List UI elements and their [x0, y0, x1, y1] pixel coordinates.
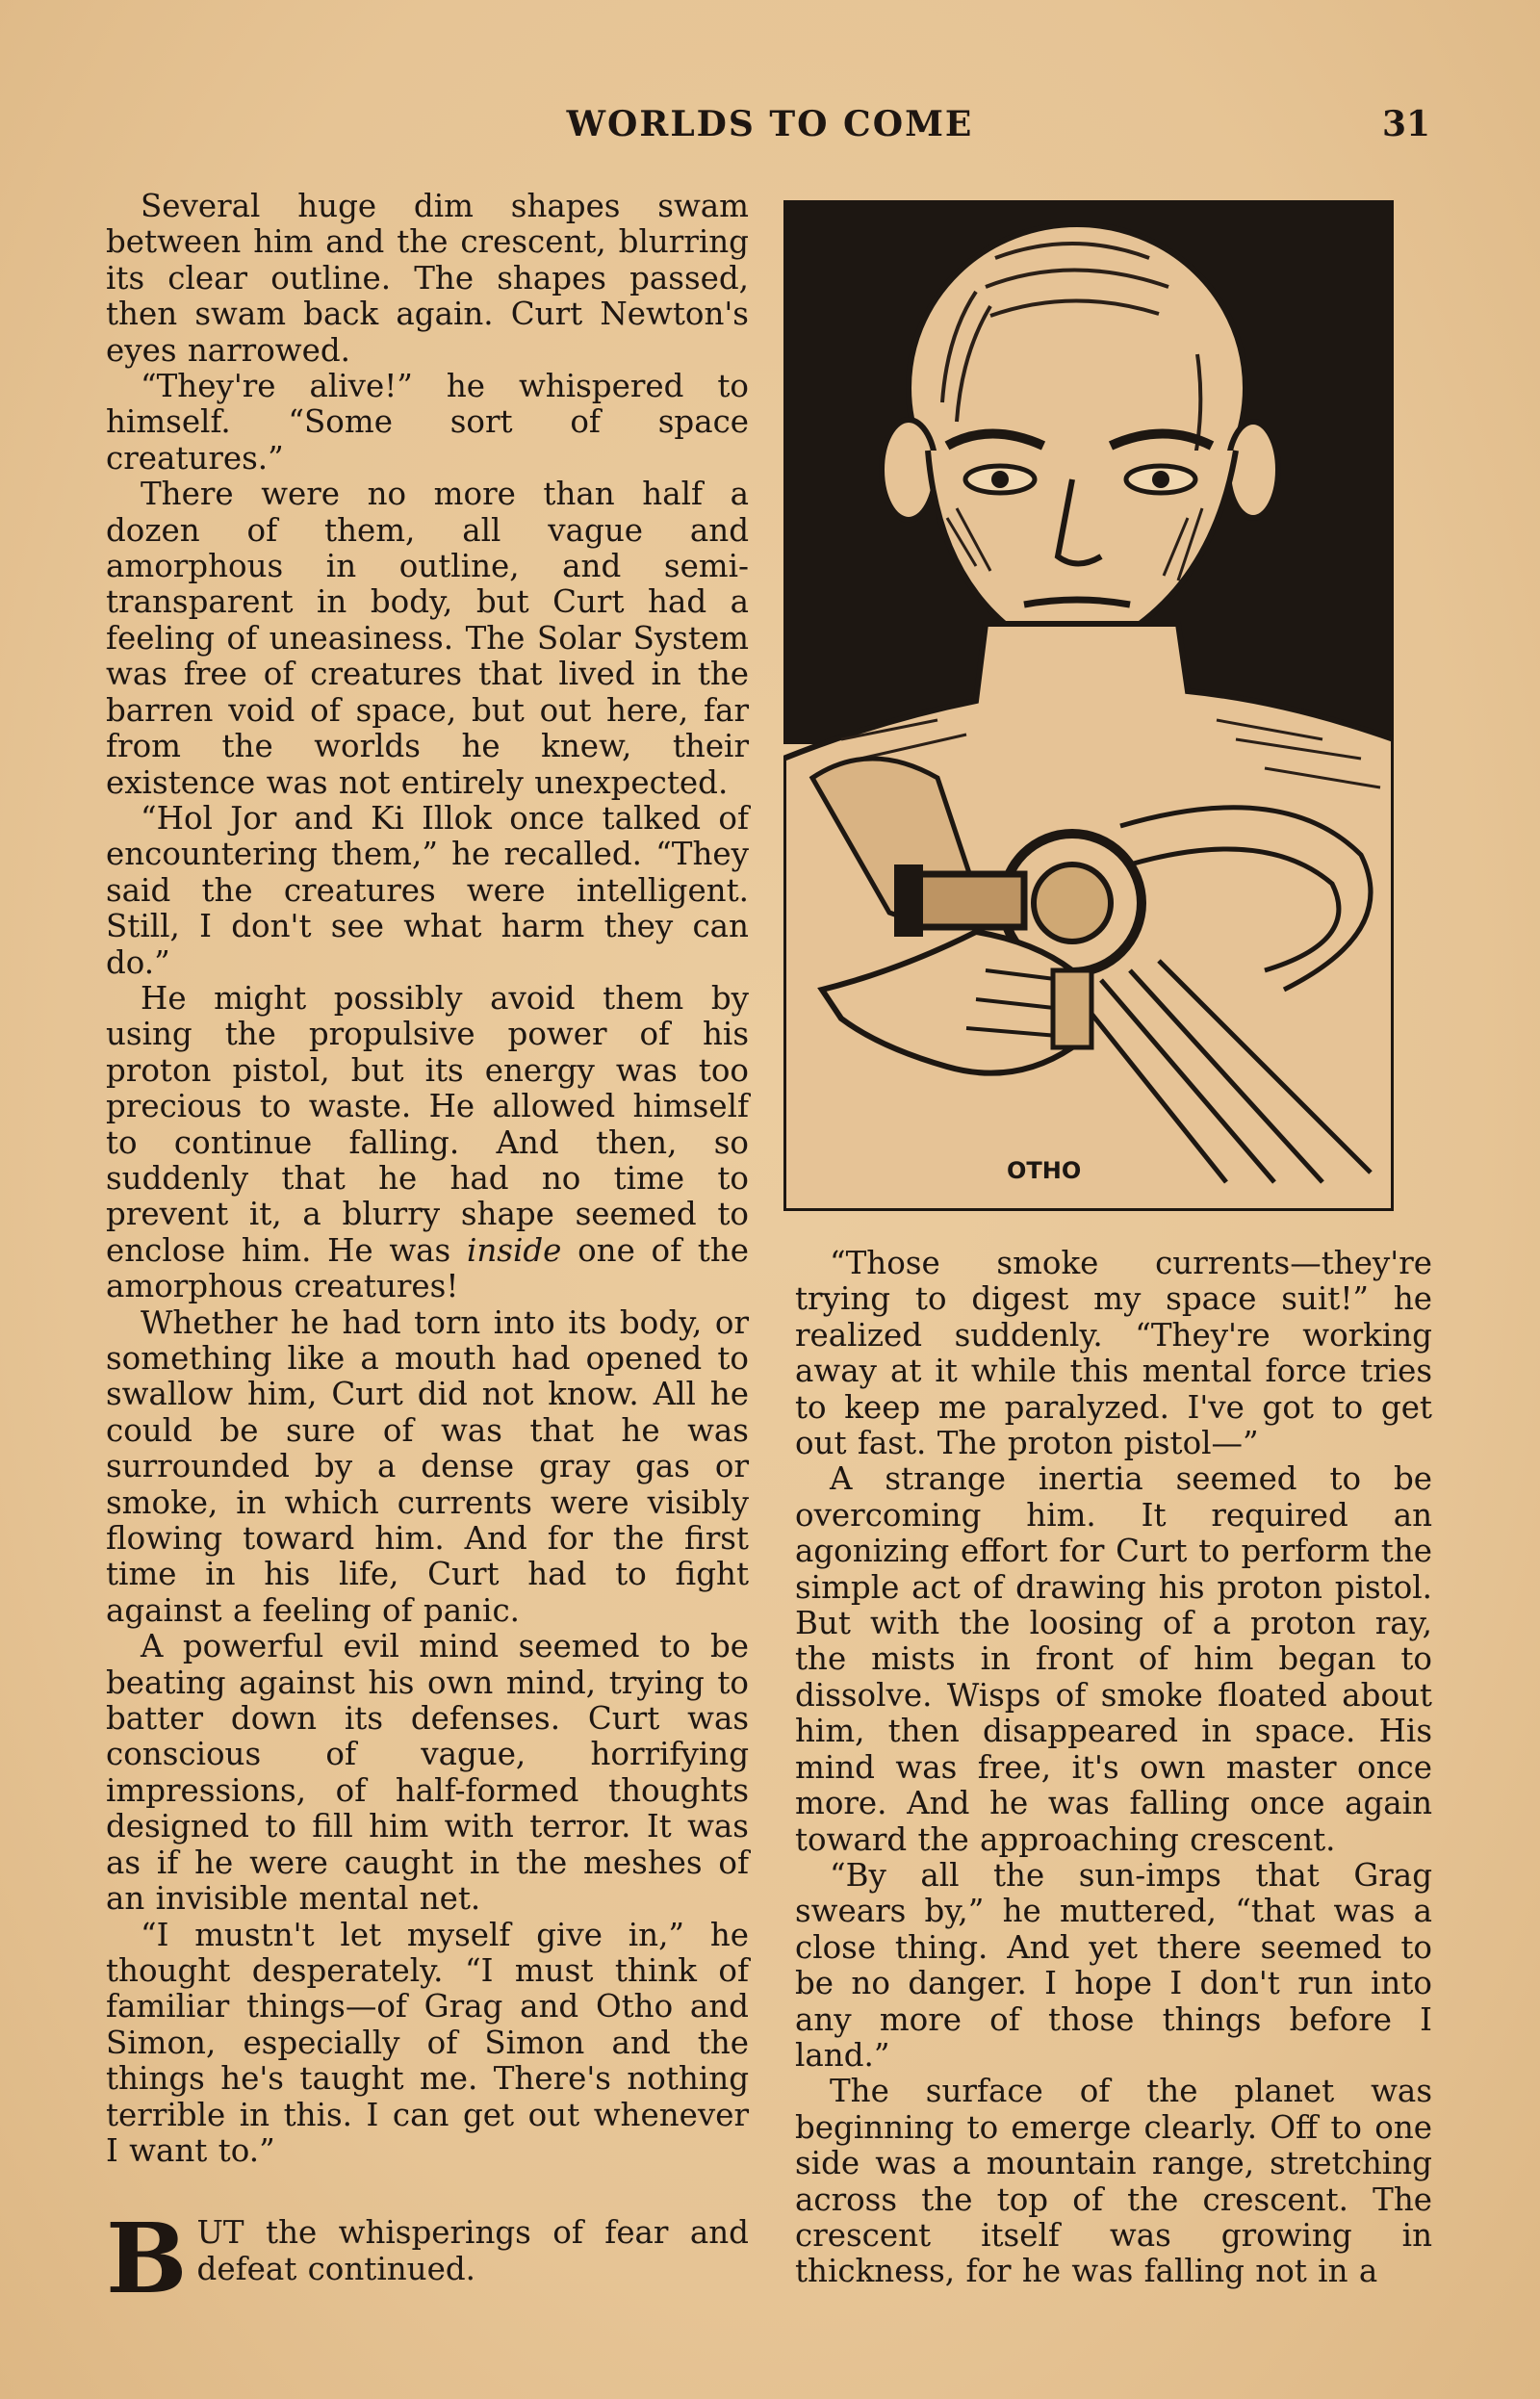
left-column [106, 188, 750, 2316]
paragraph: UT the whisperings of fear and defeat continued. [196, 2214, 749, 2287]
paragraph: A powerful evil mind seemed to be beating against his own mind, trying to batter down its defenses. Curt was conscious of vague, horrifying impressions, of half-formed thoughts designed to fill him with terror. It was as if he were caught in the meshes of an invisible mental net. [106, 1628, 749, 1918]
paragraph: “Those smoke currents—they're trying to digest my space suit!” he realized suddenly. “They're working away at it while this mental force tries to keep me paralyzed. I've got to get out fast. The proton pistol—” [795, 1245, 1432, 1462]
right-column [795, 1246, 1432, 2290]
section-break-paragraph [106, 2202, 749, 2316]
emphasis-text: inside [466, 1231, 562, 1269]
running-header: WORLDS TO COME [566, 104, 974, 144]
paragraph: “I mustn't let myself give in,” he thought desperately. “I must think of familiar things—of Grag and Otho and Simon, especially of Simon and the things he's taught me. There's nothing terrible in this. I can get out whenever I want to.” [106, 1916, 749, 2169]
paragraph: Whether he had torn into its body, or something like a mouth had opened to swallow him, Curt did not know. All he could be sure of was that he was surrounded by a dense gray gas or smoke, in which currents were visibly flowing toward him. And for the first time in his life, Curt had to fight against a feeling of panic. [106, 1303, 749, 1629]
page-number: 31 [1382, 104, 1431, 144]
paragraph: The surface of the planet was beginning to emerge clearly. Off to one side was a mountain range, stretching across the top of the crescent. The crescent itself was growing in thickness, for he was falling not in a [795, 2073, 1432, 2290]
paragraph: “Hol Jor and Ki Illok once talked of encountering them,” he recalled. “They said the creatures were intelligent. Still, I don't see what harm they can do.” [106, 799, 749, 981]
illustration-drawing [783, 200, 1394, 1211]
paragraph-text: one of the amorphous creatures! [106, 1231, 750, 1305]
paragraph: “By all the sun-imps that Grag swears by,” he muttered, “that was a close thing. And yet there seemed to be no danger. I hope I don't run into any more of those things before I land.” [795, 1856, 1432, 2074]
paragraph: A strange inertia seemed to be overcoming him. It required an agonizing effort for Curt to perform the simple act of drawing his proton pistol. But with the loosing of a proton ray, the mists in front of him began to dissolve. Wisps of smoke floated about him, then disappeared in space. His mind was free, it's own master once more. And he was falling once again toward the approaching crescent. [795, 1460, 1432, 1858]
drop-cap: B [106, 2202, 188, 2316]
otho-illustration [783, 200, 1394, 1211]
paragraph: There were no more than half a dozen of them, all vague and amorphous in outline, and semi-transparent in body, but Curt had a feeling of uneasiness. The Solar System was free of creatures that lived in the barren void of space, but out here, far from the worlds he knew, their existence was not entirely unexpected. [106, 476, 749, 801]
illustration-caption: OTHO [1007, 1157, 1082, 1184]
paragraph [106, 981, 749, 1305]
paragraph: Several huge dim shapes swam between him and the crescent, blurring its clear outline. The shapes passed, then swam back again. Curt Newton's eyes narrowed. [106, 188, 749, 369]
paragraph-text: He might possibly avoid them by using the propulsive power of his proton pistol, but its energy was too precious to waste. He allowed himself to continue falling. And then, so suddenly that he had no time to prevent it, a blurry shape seemed to enclose him. He was [106, 979, 749, 1269]
paragraph: “They're alive!” he whispered to himself. “Some sort of space creatures.” [106, 368, 749, 477]
